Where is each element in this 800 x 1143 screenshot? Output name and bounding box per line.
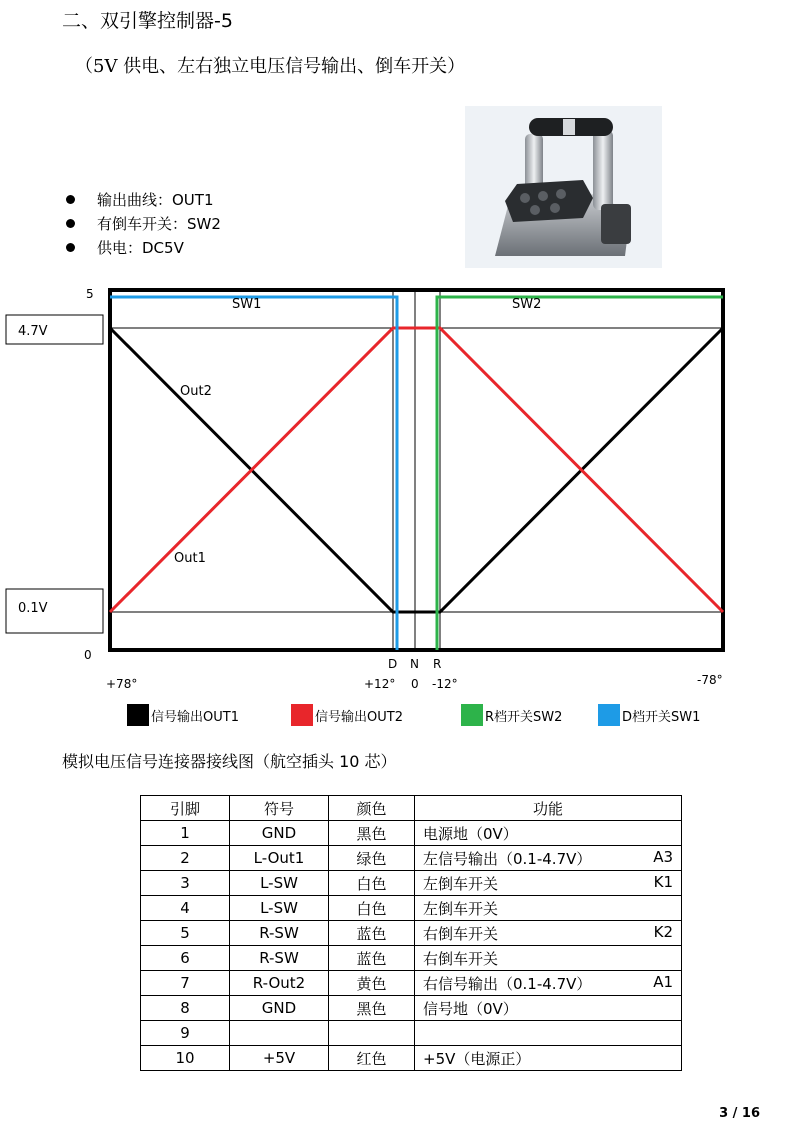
- table-cell: 红色: [329, 1046, 415, 1071]
- table-caption: 模拟电压信号连接器接线图（航空插头 10 芯）: [62, 752, 397, 771]
- table-cell: 8: [141, 996, 230, 1021]
- table-cell: L-Out1: [230, 846, 329, 871]
- function-code: K1: [653, 872, 673, 891]
- table-cell-function: [415, 996, 682, 1021]
- legend-swatch: [461, 704, 483, 726]
- table-header-row: [141, 796, 682, 821]
- table-cell: GND: [230, 821, 329, 846]
- table-cell-function: [415, 921, 682, 946]
- table-cell: L-SW: [230, 871, 329, 896]
- series-line-2: [110, 328, 723, 612]
- y-tick-label: 5: [86, 287, 94, 301]
- x-tick-label: +78°: [106, 677, 138, 691]
- table-cell-function: [415, 1046, 682, 1071]
- table-cell: 3: [141, 871, 230, 896]
- table-cell: 10: [141, 1046, 230, 1071]
- table-row: [141, 971, 682, 996]
- table-cell: 白色: [329, 896, 415, 921]
- table-cell-function: [415, 896, 682, 921]
- function-text: 信号地（0V）: [423, 999, 518, 1018]
- table-row: [141, 946, 682, 971]
- table-row: [141, 921, 682, 946]
- annotation-out2: Out2: [180, 384, 212, 399]
- header-cell: 引脚: [141, 796, 230, 821]
- table-cell: 黑色: [329, 821, 415, 846]
- function-code: A1: [653, 972, 673, 991]
- table-cell: 5: [141, 921, 230, 946]
- table-row: [141, 871, 682, 896]
- bullet-item: 有倒车开关：SW2: [66, 213, 221, 234]
- table-row: [141, 1046, 682, 1071]
- table-cell-function: [415, 971, 682, 996]
- table-row: [141, 896, 682, 921]
- legend-swatch: [127, 704, 149, 726]
- table-cell-function: [415, 821, 682, 846]
- function-text: +5V（电源正）: [423, 1049, 531, 1068]
- legend-swatch: [598, 704, 620, 726]
- x-tick-label: -12°: [432, 677, 458, 691]
- legend-item: 信号输出OUT2: [291, 704, 403, 726]
- y-box-label: 0.1V: [18, 601, 48, 616]
- table-cell-function: [415, 846, 682, 871]
- voltage-chart: [0, 280, 800, 700]
- table-cell: 黑色: [329, 996, 415, 1021]
- marker-label: R: [433, 657, 442, 671]
- table-cell: 4: [141, 896, 230, 921]
- function-text: 左倒车开关: [423, 899, 499, 918]
- table-cell: 白色: [329, 871, 415, 896]
- y-tick-label: 0: [84, 648, 92, 662]
- pin-table: [140, 795, 682, 1071]
- table-cell-function: [415, 1021, 682, 1046]
- y-box-label: 4.7V: [18, 324, 48, 339]
- marker-label: D: [388, 657, 398, 671]
- function-code: K2: [653, 922, 673, 941]
- legend-swatch: [291, 704, 313, 726]
- table-cell: 黄色: [329, 971, 415, 996]
- legend-item: D档开关SW1: [598, 704, 700, 726]
- annotation-out1: Out1: [174, 551, 206, 566]
- function-text: 右倒车开关: [423, 924, 499, 943]
- function-text: 电源地（0V）: [423, 824, 518, 843]
- table-cell: 7: [141, 971, 230, 996]
- table-row: [141, 821, 682, 846]
- header-cell: 功能: [415, 796, 682, 821]
- function-text: 左信号输出（0.1-4.7V）: [423, 849, 592, 868]
- bullet-dot-icon: [66, 219, 75, 228]
- x-tick-label: +12°: [364, 677, 396, 691]
- x-tick-label: 0: [411, 677, 419, 691]
- table-cell: [230, 1021, 329, 1046]
- annotation-sw1: SW1: [232, 297, 262, 312]
- annotation-sw2: SW2: [512, 297, 542, 312]
- table-row: [141, 846, 682, 871]
- table-row: [141, 1021, 682, 1046]
- chart-frame: [110, 290, 723, 650]
- function-code: A3: [653, 847, 673, 866]
- table-cell: 蓝色: [329, 921, 415, 946]
- marker-label: N: [410, 657, 419, 671]
- table-cell: [329, 1021, 415, 1046]
- table-cell: R-SW: [230, 921, 329, 946]
- table-cell: 蓝色: [329, 946, 415, 971]
- page-number: 3 / 16: [719, 1106, 760, 1121]
- table-cell: 9: [141, 1021, 230, 1046]
- page-title: 二、双引擎控制器-5: [62, 10, 233, 32]
- legend-item: R档开关SW2: [461, 704, 562, 726]
- bullet-dot-icon: [66, 195, 75, 204]
- series-line-1: [110, 328, 723, 612]
- bullet-dot-icon: [66, 243, 75, 252]
- table-cell: 1: [141, 821, 230, 846]
- page-subtitle: （5V 供电、左右独立电压信号输出、倒车开关）: [75, 56, 466, 77]
- table-cell: R-Out2: [230, 971, 329, 996]
- header-cell: 颜色: [329, 796, 415, 821]
- table-cell: +5V: [230, 1046, 329, 1071]
- legend-item: 信号输出OUT1: [127, 704, 239, 726]
- table-cell: GND: [230, 996, 329, 1021]
- function-text: 左倒车开关: [423, 874, 499, 893]
- table-cell: 6: [141, 946, 230, 971]
- table-cell: 2: [141, 846, 230, 871]
- controller-image: [465, 106, 662, 268]
- table-cell-function: [415, 871, 682, 896]
- header-cell: 符号: [230, 796, 329, 821]
- bullet-item: 供电：DC5V: [66, 237, 184, 258]
- table-cell: 绿色: [329, 846, 415, 871]
- bullet-item: 输出曲线：OUT1: [66, 189, 214, 210]
- x-tick-label: -78°: [697, 673, 723, 687]
- function-text: 右信号输出（0.1-4.7V）: [423, 974, 592, 993]
- function-text: 右倒车开关: [423, 949, 499, 968]
- table-cell-function: [415, 946, 682, 971]
- table-row: [141, 996, 682, 1021]
- table-cell: L-SW: [230, 896, 329, 921]
- table-cell: R-SW: [230, 946, 329, 971]
